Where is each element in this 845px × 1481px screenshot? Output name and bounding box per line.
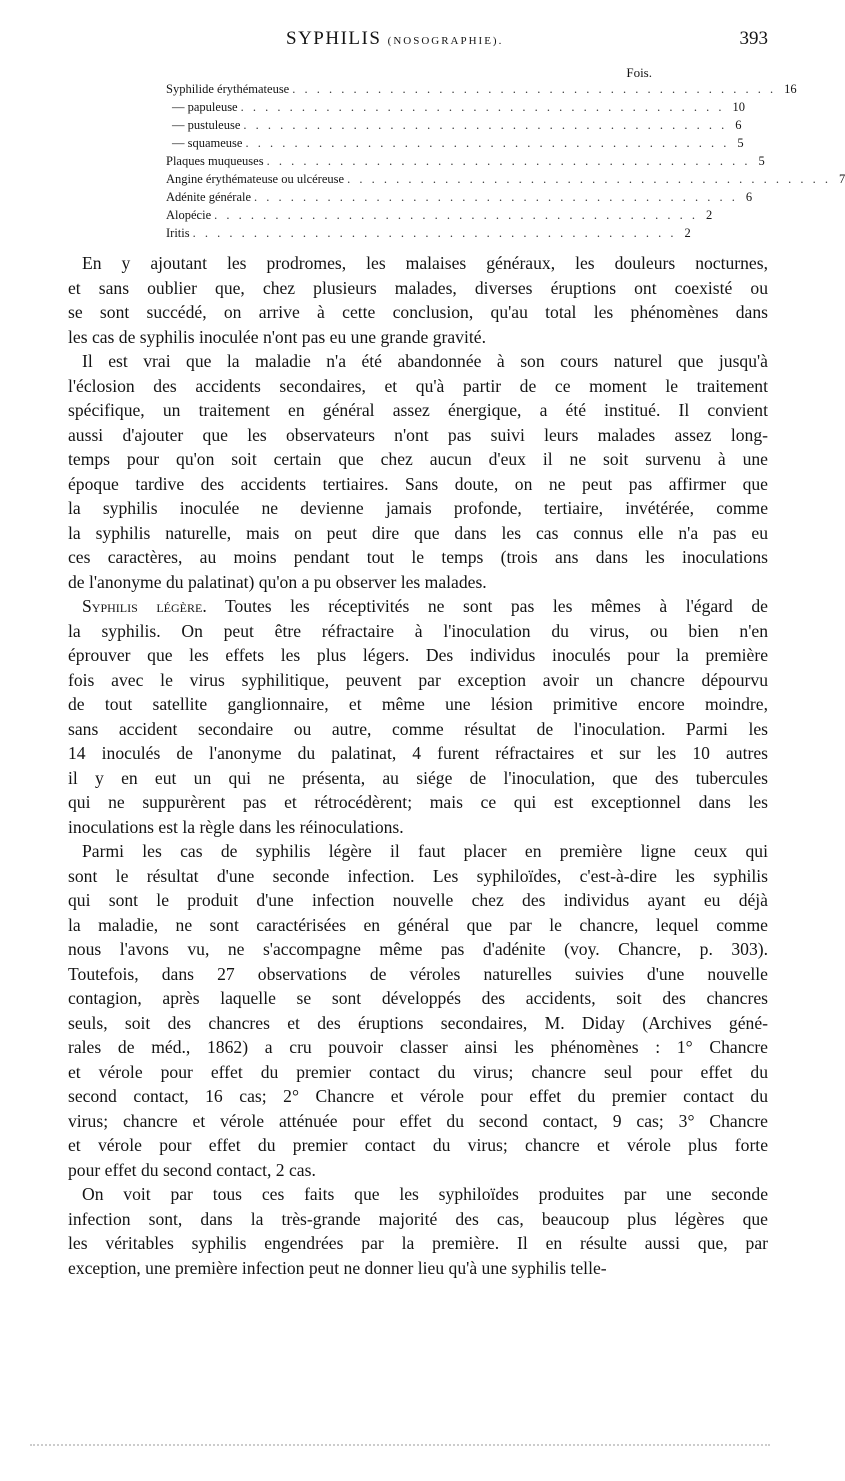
section-heading-syphilis-legere: Syphilis légère.: [82, 596, 207, 616]
text-line: En y ajoutant les prodromes, les malaises généraux, les douleurs nocturnes,: [82, 253, 768, 273]
stats-row-label: Adénite générale: [166, 190, 252, 204]
dot-leader: . . . . . . . . . . . . . . . . . . . . . . . . . . . . . . . . . . . . . . . .: [292, 82, 777, 96]
text-line: temps pour qu'on soit certain que chez aucun d'eux il ne soit survenu à une: [68, 449, 768, 469]
running-title: [286, 28, 503, 50]
dot-leader: . . . . . . . . . . . . . . . . . . . . . . . . . . . . . . . . . . . . . . . .: [347, 172, 831, 186]
stats-row: [166, 82, 797, 100]
text-line-content: Toutes les réceptivités ne sont pas les mêmes à l'égard de: [224, 596, 768, 616]
stats-row: [166, 226, 691, 244]
text-line: ces caractères, au moins pendant tout le temps (trois ans dans les inoculations: [68, 547, 768, 567]
stats-row-label: Iritis: [166, 226, 190, 240]
text-line: la syphilis naturelle, mais on peut dire que dans les cas connus elle n'a pas eu: [68, 522, 768, 543]
text-line: qui sont le produit d'une infection nouvelle chez des individus ayant eu déjà: [68, 890, 768, 910]
text-line: spécifique, un traitement en général assez énergique, a été institué. Il convient: [68, 400, 768, 420]
text-line: l'éclosion des accidents secondaires, et qu'à partir de ce moment le traitement: [68, 375, 768, 396]
paragraph-traitement: [68, 349, 768, 594]
paragraph-prodromes: [68, 251, 768, 349]
text-line: aussi d'ajouter que les observateurs n'ont pas suivi leurs malades assez long-: [68, 424, 768, 445]
text-line: On voit par tous ces faits que les syphiloïdes produites par une seconde: [82, 1184, 768, 1204]
text-line: second contact, 16 cas; 2° Chancre et vérole pour effet du premier contact du: [68, 1086, 768, 1106]
text-line: et vérole pour effet du premier contact du virus; chancre seul pour effet du: [68, 1061, 768, 1082]
text-line: sont le résultat d'une seconde infection. Les syphiloïdes, c'est-à-dire les syphilis: [68, 865, 768, 886]
text-line: époque tardive des accidents tertiaires. Sans doute, on ne peut pas affirmer que: [68, 473, 768, 494]
stats-row: [166, 190, 753, 208]
text-line: contagion, après laquelle se sont développés des accidents, soit des chancres: [68, 988, 768, 1008]
text-line: Toutefois, dans 27 observations de véroles naturelles suivies d'une nouvelle: [68, 963, 768, 984]
stats-row: [166, 154, 765, 172]
stats-row-value: 5: [758, 154, 765, 168]
text-line: de l'anonyme du palatinat) qu'on a pu observer les malades.: [68, 571, 487, 592]
paragraph-conclusion: [68, 1182, 768, 1280]
stats-row: [166, 118, 742, 136]
stats-row-label: — squameuse: [172, 136, 243, 150]
text-line: Il est vrai que la maladie n'a été abandonnée à son cours naturel que jusqu'à: [82, 351, 768, 371]
dot-leader: . . . . . . . . . . . . . . . . . . . . . . . . . . . . . . . . . . . . . . . .: [245, 136, 730, 150]
text-line: il y en eut un qui ne présenta, au siége de l'inoculation, que des tubercules: [68, 767, 768, 788]
dot-leader: . . . . . . . . . . . . . . . . . . . . . . . . . . . . . . . . . . . . . . . .: [254, 190, 738, 204]
text-line: exception, une première infection peut ne donner lieu qu'à une syphilis telle-: [68, 1257, 607, 1278]
stats-row-label: Plaques muqueuses: [166, 154, 264, 168]
stats-row: [166, 100, 745, 118]
text-line: et vérole pour effet du premier contact du virus; chancre et vérole plus forte: [68, 1135, 768, 1155]
page-number: 393: [739, 28, 768, 49]
stats-row-value: 5: [737, 136, 744, 150]
text-line: rales de méd., 1862) a cru pouvoir classer ainsi les phénomènes : 1° Chancre: [68, 1037, 768, 1057]
text-line: les cas de syphilis inoculée n'ont pas eu une grande gravité.: [68, 326, 486, 347]
dot-leader: . . . . . . . . . . . . . . . . . . . . . . . . . . . . . . . . . . . . . . . .: [240, 100, 725, 114]
text-line: pour effet du second contact, 2 cas.: [68, 1159, 316, 1180]
text-line: sans accident secondaire ou autre, comme résultat de l'inoculation. Parmi les: [68, 718, 768, 739]
text-line: nous l'avons vu, ne s'accompagne même pas d'adénite (voy. Chancre, p. 303).: [68, 939, 768, 959]
dot-leader: . . . . . . . . . . . . . . . . . . . . . . . . . . . . . . . . . . . . . . . .: [214, 208, 698, 222]
page-bottom-bleed: [30, 1436, 770, 1446]
stats-row-value: 16: [784, 82, 797, 96]
dot-leader: . . . . . . . . . . . . . . . . . . . . . . . . . . . . . . . . . . . . . . . .: [266, 154, 751, 168]
text-line: les véritables syphilis engendrées par la première. Il en résulte aussi que, par: [68, 1233, 768, 1253]
stats-row-label: Syphilide érythémateuse: [166, 82, 290, 96]
dot-leader: . . . . . . . . . . . . . . . . . . . . . . . . . . . . . . . . . . . . . . . .: [192, 226, 677, 240]
text-line: de tout satellite ganglionnaire, et même une lésion primitive encore moindre,: [68, 694, 768, 714]
stats-column-label: Fois.: [626, 65, 652, 80]
body-text: [68, 251, 768, 1280]
text-line: inoculations est la règle dans les réinoculations.: [68, 816, 404, 837]
running-header: [68, 28, 768, 52]
stats-row-value: 2: [684, 226, 691, 240]
text-line: seuls, soit des chancres et des éruptions secondaires, M. Diday (Archives géné-: [68, 1012, 768, 1033]
text-line: se sont succédé, on arrive à cette conclusion, qu'au total les phénomènes dans: [68, 302, 768, 322]
text-line: Parmi les cas de syphilis légère il faut placer en première ligne ceux qui: [82, 841, 768, 861]
text-line: [68, 594, 768, 619]
stats-row: [166, 172, 845, 190]
stats-row-label: — pustuleuse: [172, 118, 241, 132]
stats-row-label: Angine érythémateuse ou ulcéreuse: [166, 172, 345, 186]
stats-row-label: — papuleuse: [172, 100, 238, 114]
text-line: éprouver que les effets les plus légers. Des individus inoculés pour la première: [68, 645, 768, 665]
stats-row-value: 6: [745, 190, 753, 204]
text-line: et sans oublier que, chez plusieurs malades, diverses éruptions ont coexisté ou: [68, 277, 768, 298]
text-line: la maladie, ne sont caractérisées en général que par le chancre, lequel comme: [68, 914, 768, 935]
text-line: qui ne suppurèrent pas et rétrocédèrent; mais ce qui est exceptionnel dans les: [68, 792, 768, 812]
text-line: la syphilis. On peut être réfractaire à l'inoculation du virus, ou bien n'en: [68, 620, 768, 641]
stats-row-label: Alopécie: [166, 208, 212, 222]
text-line: virus; chancre et vérole atténuée pour effet du second contact, 9 cas; 3° Chancre: [68, 1110, 768, 1131]
running-title-sub: (NOSOGRAPHIE).: [387, 35, 504, 47]
stats-row-value: 6: [735, 118, 742, 132]
stats-row: [166, 136, 744, 154]
text-line: la syphilis inoculée ne devienne jamais profonde, tertiaire, invétérée, comme: [68, 498, 768, 518]
text-line: 14 inoculés de l'anonyme du palatinat, 4 furent réfractaires et sur les 10 autres: [68, 743, 768, 763]
stats-row: [166, 208, 713, 226]
running-title-main: SYPHILIS: [286, 28, 382, 49]
paragraph-syphilis-legere: [68, 594, 768, 839]
dot-leader: . . . . . . . . . . . . . . . . . . . . . . . . . . . . . . . . . . . . . . . .: [243, 118, 728, 132]
stats-row-value: 7: [838, 172, 845, 186]
stats-row-value: 2: [706, 208, 713, 222]
paragraph-seconde-infection: [68, 839, 768, 1182]
text-line: infection sont, dans la très-grande majorité des cas, beaucoup plus légères que: [68, 1208, 768, 1229]
text-line: fois avec le virus syphilitique, peuvent par exception avoir un chancre dépourvu: [68, 669, 768, 690]
stats-row-value: 10: [732, 100, 745, 114]
